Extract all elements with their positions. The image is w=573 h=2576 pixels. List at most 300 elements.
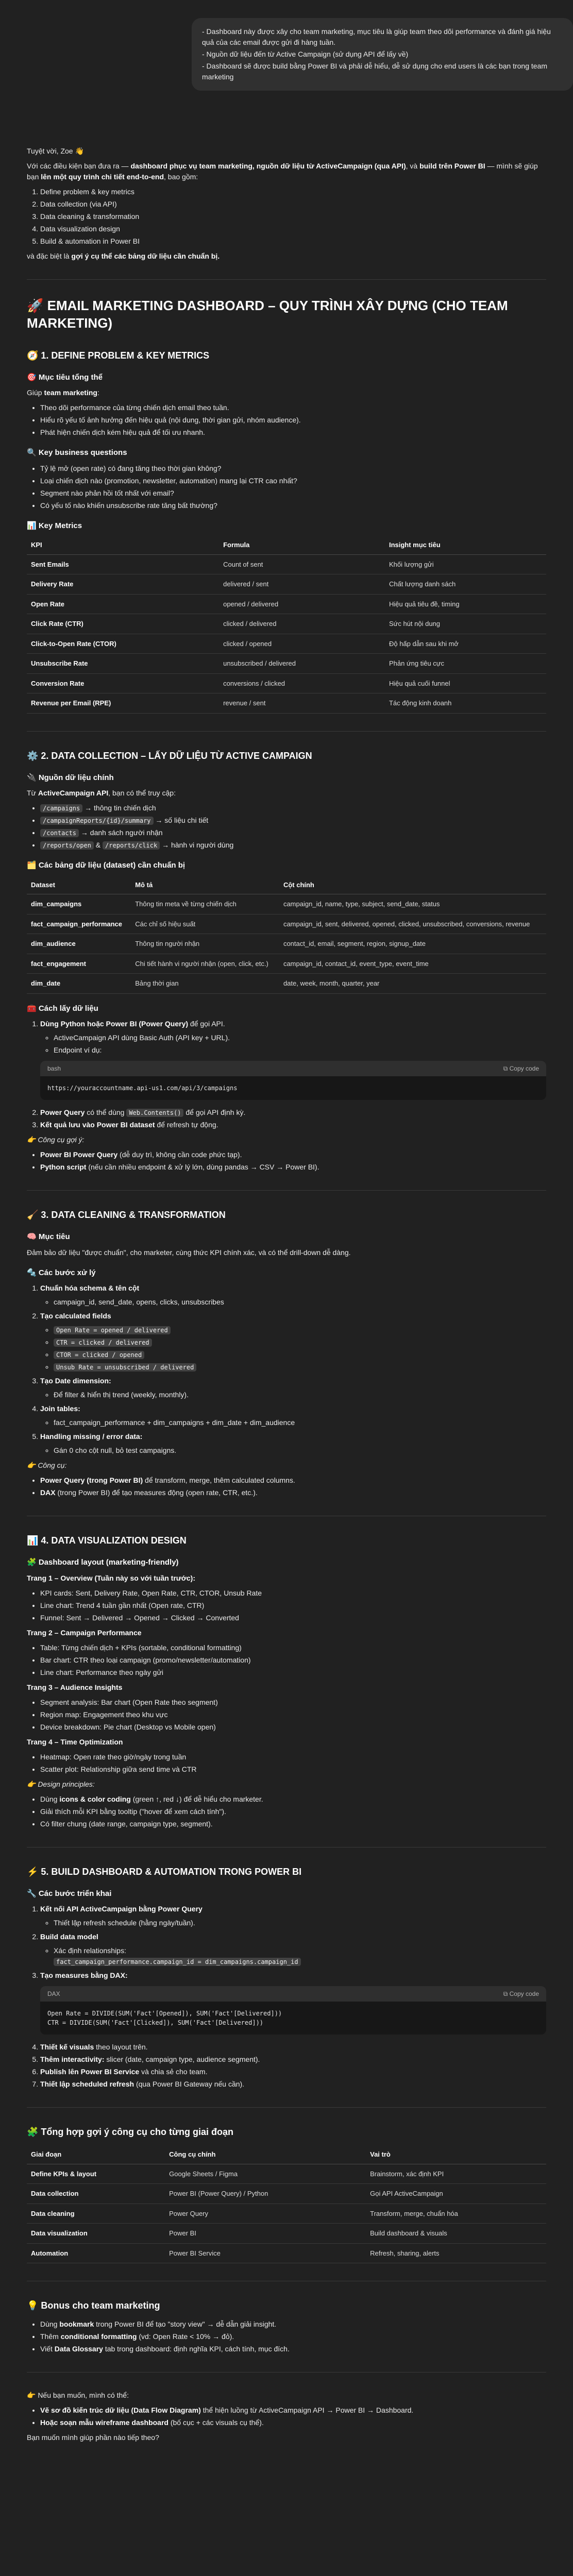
table-row xyxy=(27,914,546,934)
list-item xyxy=(40,1487,546,1498)
table-row xyxy=(27,693,546,714)
list-item: ◦ fact_campaign_performance + dim_campaigns + dim_date + dim_audience xyxy=(54,1417,546,1428)
sub-list xyxy=(40,1325,546,1372)
section-heading: 🧩 Tổng hợp gợi ý công cụ cho từng giai đoạn xyxy=(27,2127,234,2138)
text-bold: Trang 2 – Campaign Performance xyxy=(27,1628,142,1637)
table-row xyxy=(27,954,546,974)
copy-code-label: Copy code xyxy=(509,1990,539,1998)
copy-icon: ⧉ xyxy=(503,1065,510,1073)
text: theo layout trên. xyxy=(94,2043,148,2052)
table-cell: clicked / opened xyxy=(219,634,385,654)
text: : xyxy=(97,388,99,397)
list-item: • Table: Từng chiến dịch + KPIs (sortable, conditional formatting) xyxy=(40,1642,546,1653)
text-bold: Power Query xyxy=(40,1108,85,1117)
text-bold: Thêm interactivity: xyxy=(40,2055,105,2064)
text: , bạn có thể truy cập: xyxy=(108,789,176,798)
table-cell: dim_campaigns xyxy=(27,894,131,914)
text-bold: Tạo measures bằng DAX: xyxy=(40,1971,128,1980)
text-bold: Kết quả lưu vào Power BI dataset xyxy=(40,1121,155,1129)
table-cell: date, week, month, quarter, year xyxy=(279,974,546,994)
subheading: 🗂️ Các bảng dữ liệu (dataset) cần chuẩn bị xyxy=(27,861,186,870)
text-bold: Trang 4 – Time Optimization xyxy=(27,1737,123,1746)
text: Giải thích mỗi KPI bằng tooltip ("hover để xem cách tính"). xyxy=(40,1807,226,1816)
table-row xyxy=(27,654,546,674)
inline-code: CTR = clicked / delivered xyxy=(54,1338,152,1347)
text: (dễ duy trì, không cần code phức tạp). xyxy=(117,1150,242,1159)
code-language: bash xyxy=(47,1065,61,1073)
table-cell: Automation xyxy=(27,2243,165,2263)
sub-list xyxy=(40,1445,546,1456)
page-items xyxy=(27,1752,546,1775)
page-items xyxy=(27,1642,546,1678)
text-bold: Vẽ sơ đồ kiến trúc dữ liệu (Data Flow Diagram) xyxy=(40,2406,201,2415)
code-content: Open Rate = DIVIDE(SUM('Fact'[Opened]), SUM('Fact'[Delivered])) CTR = DIVIDE(SUM('Fact'[Clicked]), SUM('Fact'[Delivered])) xyxy=(47,2010,282,2027)
text: → hành vi người dùng xyxy=(160,841,234,850)
list-item: • Heatmap: Open rate theo giờ/ngày trong tuần xyxy=(40,1752,546,1762)
table-row xyxy=(27,2164,546,2184)
text-bold: icons & color coding xyxy=(59,1794,131,1803)
list-item xyxy=(40,1794,546,1805)
list-item: • Có yếu tố nào khiến unsubscribe rate tăng bất thường? xyxy=(40,500,546,511)
list-item: • Line chart: Trend 4 tuần gần nhất (Open rate, CTR) xyxy=(40,1600,546,1611)
table-header: Giai đoạn xyxy=(27,2145,165,2164)
section-heading: 🧭 1. DEFINE PROBLEM & KEY METRICS xyxy=(27,350,210,361)
list-item xyxy=(40,2054,546,2065)
table-cell: Data visualization xyxy=(27,2224,165,2244)
list-item xyxy=(40,840,546,851)
table-cell: Refresh, sharing, alerts xyxy=(366,2243,546,2263)
table-cell: fact_engagement xyxy=(27,954,131,974)
text-bold: Thiết lập scheduled refresh xyxy=(40,2080,134,2089)
text-bold: team marketing xyxy=(44,388,97,397)
closing-intro: 👉 Nếu bạn muốn, mình có thể: xyxy=(27,2391,129,2400)
text-bold: Tạo calculated fields xyxy=(40,1312,111,1320)
sub-list xyxy=(40,1945,546,1967)
table-cell: revenue / sent xyxy=(219,693,385,714)
text: — mình sẽ giúp bạn xyxy=(27,162,538,181)
text: Viết xyxy=(40,2345,55,2353)
table-cell: Click Rate (CTR) xyxy=(27,614,219,634)
text: Giúp xyxy=(27,388,44,397)
tools-table xyxy=(27,2145,546,2263)
table-cell: Phản ứng tiêu cực xyxy=(385,654,546,674)
code-content: https://youraccountname.api-us1.com/api/3/campaigns xyxy=(47,1084,238,1092)
text-bold: ActiveCampaign API xyxy=(38,789,109,798)
text-bold: bookmark xyxy=(59,2320,94,2329)
table-cell: conversions / clicked xyxy=(219,673,385,693)
table-cell: Các chỉ số hiệu suất xyxy=(131,914,279,934)
subheading: 🧰 Cách lấy dữ liệu xyxy=(27,1004,98,1013)
list-item: 5. Build & automation in Power BI xyxy=(40,236,546,247)
list-item xyxy=(40,2331,546,2342)
list-item xyxy=(40,1107,546,1118)
table-cell: Data cleaning xyxy=(27,2204,165,2224)
table-cell: Power BI xyxy=(165,2224,366,2244)
list-item xyxy=(54,1337,546,1348)
table-cell: Chất lượng danh sách xyxy=(385,574,546,595)
page-title xyxy=(27,1573,546,1584)
list-item xyxy=(54,1349,546,1360)
page-title xyxy=(27,1628,546,1638)
text: tab trong dashboard: định nghĩa KPI, cách tính, mục đích. xyxy=(103,2345,290,2353)
list-item xyxy=(40,2042,546,2053)
text-bold: conditional formatting xyxy=(60,2332,137,2341)
list-item xyxy=(54,1325,546,1335)
endpoint-list xyxy=(27,803,546,851)
table-row xyxy=(27,634,546,654)
text-bold: Trang 3 – Audience Insights xyxy=(27,1683,123,1691)
inline-code: fact_campaign_performance.campaign_id = dim_campaigns.campaign_id xyxy=(54,1958,301,1966)
text: để refresh tự động. xyxy=(155,1121,218,1129)
table-row xyxy=(27,614,546,634)
table-header: Insight mục tiêu xyxy=(385,536,546,554)
subheading: 🔍 Key business questions xyxy=(27,448,127,457)
table-cell: Define KPIs & layout xyxy=(27,2164,165,2184)
list-item: • Region map: Engagement theo khu vực xyxy=(40,1709,546,1720)
paragraph xyxy=(27,788,546,799)
text-bold: Kết nối API ActiveCampaign bằng Power Query xyxy=(40,1905,203,1913)
divider xyxy=(27,2107,546,2108)
table-cell: Gọi API ActiveCampaign xyxy=(366,2184,546,2204)
text: (qua Power BI Gateway nếu cần). xyxy=(134,2080,245,2089)
table-cell: fact_campaign_performance xyxy=(27,914,131,934)
text-bold: build trên Power BI xyxy=(419,162,485,170)
table-cell: clicked / delivered xyxy=(219,614,385,634)
table-row xyxy=(27,2184,546,2204)
code-block xyxy=(40,1061,546,1100)
text-bold: Handling missing / error data: xyxy=(40,1432,143,1441)
list-item: ◦ Thiết lập refresh schedule (hằng ngày/tuần). xyxy=(54,1918,546,1928)
intro-paragraph xyxy=(27,161,546,182)
list-item xyxy=(40,1819,546,1829)
list-item xyxy=(40,1970,546,2035)
section-heading: ⚡ 5. BUILD DASHBOARD & AUTOMATION TRONG POWER BI xyxy=(27,1866,302,1877)
list-item xyxy=(40,1475,546,1486)
table-row xyxy=(27,554,546,574)
code-header xyxy=(40,1986,546,2002)
list-item xyxy=(40,803,546,814)
text: trong Power BI để tạo "story view" → dễ dẫn giải insight. xyxy=(94,2320,277,2329)
text-bold: Power BI Power Query xyxy=(40,1150,118,1159)
copy-code-label: Copy code xyxy=(509,1065,539,1073)
list-item xyxy=(40,1149,546,1160)
table-cell: Data collection xyxy=(27,2184,165,2204)
text-bold: Dùng Python hoặc Power BI (Power Query) xyxy=(40,1020,189,1028)
user-message-line: - Dashboard này được xây cho team marketing, mục tiêu là giúp team theo dõi performance và đánh giá hiệu quả của các email được gửi đi hàng tuần. xyxy=(202,27,551,46)
table-cell: campaign_id, name, type, subject, send_date, status xyxy=(279,894,546,914)
subheading: 🔧 Các bước triển khai xyxy=(27,1889,112,1898)
text-bold: Build data model xyxy=(40,1933,98,1941)
user-message-bubble xyxy=(192,18,573,91)
list-item xyxy=(40,1904,546,1928)
dataset-table xyxy=(27,876,546,994)
text: Thêm xyxy=(40,2332,61,2341)
table-cell: Brainstorm, xác định KPI xyxy=(366,2164,546,2184)
table-header: Cột chính xyxy=(279,876,546,894)
table-cell: contact_id, email, segment, region, signup_date xyxy=(279,934,546,954)
list-item xyxy=(40,2344,546,2354)
tip-list xyxy=(27,1149,546,1173)
text-bold: Chuẩn hóa schema & tên cột xyxy=(40,1284,140,1293)
list-item xyxy=(54,1362,546,1372)
question-list xyxy=(27,463,546,511)
section-heading: 🧹 3. DATA CLEANING & TRANSFORMATION xyxy=(27,1210,226,1221)
text-bold: Data Glossary xyxy=(54,2345,103,2353)
text: thể hiện luồng từ ActiveCampaign API → Power BI → Dashboard. xyxy=(200,2406,414,2415)
sub-list xyxy=(40,1417,546,1428)
list-item: • Line chart: Performance theo ngày gửi xyxy=(40,1667,546,1678)
list-item xyxy=(40,815,546,826)
table-row xyxy=(27,574,546,595)
howto-list xyxy=(27,1019,546,1130)
subheading: 🔩 Các bước xử lý xyxy=(27,1268,96,1277)
cleaning-steps xyxy=(27,1283,546,1456)
closing-question: Bạn muốn mình giúp phần nào tiếp theo? xyxy=(27,2433,159,2442)
list-item xyxy=(40,2079,546,2090)
inline-code: /reports/open xyxy=(40,841,94,850)
text: → thông tin chiến dịch xyxy=(82,804,156,812)
assistant-response xyxy=(0,142,573,2447)
table-cell: Open Rate xyxy=(27,594,219,614)
list-item: • KPI cards: Sent, Delivery Rate, Open Rate, CTR, CTOR, Unsub Rate xyxy=(40,1588,546,1599)
user-message-line: - Nguồn dữ liệu đến từ Active Campaign (sử dụng API để lấy về) xyxy=(202,50,409,58)
list-item xyxy=(40,1019,546,1100)
table-cell: Power Query xyxy=(165,2204,366,2224)
text: Với các điều kiện bạn đưa ra — xyxy=(27,162,131,170)
divider xyxy=(27,731,546,732)
text-bold: Python script xyxy=(40,1163,87,1172)
table-cell: Hiệu quả tiêu đề, timing xyxy=(385,594,546,614)
inline-code: /reports/click xyxy=(103,841,160,850)
list-item xyxy=(40,1283,546,1308)
list-item xyxy=(40,2417,546,2428)
table-cell: Click-to-Open Rate (CTOR) xyxy=(27,634,219,654)
table-row xyxy=(27,934,546,954)
table-header: Vai trò xyxy=(366,2145,546,2164)
metrics-table xyxy=(27,536,546,714)
text: & xyxy=(93,841,103,850)
list-item: • Loại chiến dịch nào (promotion, newsletter, automation) mang lại CTR cao nhất? xyxy=(40,476,546,486)
tool-label: 👉 Công cụ: xyxy=(27,1461,67,1470)
text-bold: dashboard phục vụ team marketing, nguồn dữ liệu từ ActiveCampaign (qua API) xyxy=(130,162,406,170)
sub-list xyxy=(40,1297,546,1308)
list-item xyxy=(40,2066,546,2077)
table-header: KPI xyxy=(27,536,219,554)
bonus-list xyxy=(27,2319,546,2354)
text-bold: Tạo Date dimension: xyxy=(40,1377,111,1385)
response-title: 🚀 EMAIL MARKETING DASHBOARD – QUY TRÌNH XÂY DỰNG (CHO TEAM MARKETING) xyxy=(27,298,508,331)
table-cell: Khối lượng gửi xyxy=(385,554,546,574)
text: để gọi API định kỳ. xyxy=(183,1108,246,1117)
divider xyxy=(27,1847,546,1848)
list-item xyxy=(40,1162,546,1173)
copy-icon: ⧉ xyxy=(503,1990,510,1998)
table-cell: campaign_id, contact_id, event_type, event_time xyxy=(279,954,546,974)
greeting: Tuyệt vời, Zoe 👋 xyxy=(27,147,84,155)
subheading: 📊 Key Metrics xyxy=(27,521,82,530)
inline-code: /campaignReports/{id}/summary xyxy=(40,817,154,825)
page-title xyxy=(27,1682,546,1693)
inline-code: /campaigns xyxy=(40,804,82,812)
inline-code: Web.Contents() xyxy=(126,1109,183,1117)
design-label: 👉 Design principles: xyxy=(27,1780,95,1788)
table-cell: campaign_id, sent, delivered, opened, clicked, unsubscribed, conversions, revenue xyxy=(279,914,546,934)
table-row xyxy=(27,894,546,914)
inline-code: /contacts xyxy=(40,829,79,837)
paragraph xyxy=(27,387,546,398)
list-item xyxy=(40,827,546,838)
text: (bố cục + các visuals cụ thể). xyxy=(168,2418,264,2427)
table-cell: Chi tiết hành vi người nhận (open, click, etc.) xyxy=(131,954,279,974)
text: Xác định relationships: xyxy=(54,1946,126,1955)
list-item xyxy=(40,1403,546,1428)
table-cell: Count of sent xyxy=(219,554,385,574)
table-cell: Google Sheets / Figma xyxy=(165,2164,366,2184)
list-item: 1. Define problem & key metrics xyxy=(40,187,546,197)
text-bold: Hoặc soạn mẫu wireframe dashboard xyxy=(40,2418,168,2427)
page-items xyxy=(27,1697,546,1733)
subheading: 🔌 Nguồn dữ liệu chính xyxy=(27,773,114,782)
build-steps xyxy=(27,1904,546,2090)
table-cell: Revenue per Email (RPE) xyxy=(27,693,219,714)
table-cell: Hiệu quả cuối funnel xyxy=(385,673,546,693)
text: (nếu cần nhiều endpoint & xử lý lớn, dùng pandas → CSV → Power BI). xyxy=(86,1163,319,1172)
table-cell: Power BI Service xyxy=(165,2243,366,2263)
list-item: ◦ Endpoint ví dụ: xyxy=(54,1045,546,1056)
table-row xyxy=(27,974,546,994)
code-language: DAX xyxy=(47,1990,60,1998)
text: , bao gồm: xyxy=(164,173,198,181)
text: Dùng xyxy=(40,2320,60,2329)
text: → số liệu chi tiết xyxy=(153,816,209,825)
table-cell: Transform, merge, chuẩn hóa xyxy=(366,2204,546,2224)
section-heading: 📊 4. DATA VISUALIZATION DESIGN xyxy=(27,1535,187,1546)
table-cell: Tác động kinh doanh xyxy=(385,693,546,714)
text-bold: Join tables: xyxy=(40,1404,80,1413)
text: → danh sách người nhận xyxy=(79,828,163,837)
table-cell: Power BI (Power Query) / Python xyxy=(165,2184,366,2204)
text: Có filter chung (date range, campaign type, segment). xyxy=(40,1819,213,1828)
table-cell: Thông tin meta về từng chiến dịch xyxy=(131,894,279,914)
list-item xyxy=(40,1311,546,1372)
paragraph: Đảm bảo dữ liệu "được chuẩn", cho marketer, cùng thức KPI chính xác, và có thể drill-down dễ dàng. xyxy=(27,1248,351,1257)
copy-code-button[interactable] xyxy=(503,1989,539,1998)
list-item: ◦ Để filter & hiển thị trend (weekly, monthly). xyxy=(54,1389,546,1400)
page-items xyxy=(27,1588,546,1623)
inline-code: Open Rate = opened / delivered xyxy=(54,1326,171,1334)
list-item xyxy=(40,2405,546,2416)
closing-list xyxy=(27,2405,546,2428)
table-cell: Thông tin người nhận xyxy=(131,934,279,954)
list-item: • Hiểu rõ yếu tố ảnh hưởng đến hiệu quả (nội dung, thời gian gửi, nhóm audience). xyxy=(40,415,546,426)
text: (trong Power BI) để tạo measures động (open rate, CTR, etc.). xyxy=(55,1488,258,1497)
copy-code-button[interactable] xyxy=(503,1064,539,1073)
list-item: • Funnel: Sent → Delivered → Opened → Clicked → Converted xyxy=(40,1613,546,1623)
list-item: • Segment analysis: Bar chart (Open Rate theo segment) xyxy=(40,1697,546,1708)
list-item: ◦ ActiveCampaign API dùng Basic Auth (API key + URL). xyxy=(54,1032,546,1043)
table-header: Dataset xyxy=(27,876,131,894)
table-header: Formula xyxy=(219,536,385,554)
tip-label: 👉 Công cụ gợi ý: xyxy=(27,1136,85,1144)
list-item: • Device breakdown: Pie chart (Desktop vs Mobile open) xyxy=(40,1722,546,1733)
list-item: • Phát hiện chiến dịch kém hiệu quả để tối ưu nhanh. xyxy=(40,427,546,438)
table-cell: Bảng thời gian xyxy=(131,974,279,994)
table-cell: Sức hút nội dung xyxy=(385,614,546,634)
list-item xyxy=(40,2319,546,2330)
text: có thể dùng xyxy=(85,1108,127,1117)
list-item: • Tỷ lệ mở (open rate) có đang tăng theo thời gian không? xyxy=(40,463,546,474)
sub-list xyxy=(40,1918,546,1928)
intro-steps xyxy=(27,187,546,247)
text: (vd: Open Rate < 10% → đỏ). xyxy=(137,2332,234,2341)
page-title xyxy=(27,1737,546,1748)
tool-list xyxy=(27,1475,546,1498)
text: Dùng xyxy=(40,1794,60,1803)
text: và chia sẻ cho team. xyxy=(139,2067,208,2076)
text: , và xyxy=(406,162,420,170)
table-cell: dim_date xyxy=(27,974,131,994)
text: (green ↑, red ↓) để dễ hiểu cho marketer. xyxy=(130,1794,263,1803)
table-cell: dim_audience xyxy=(27,934,131,954)
table-cell: Build dashboard & visuals xyxy=(366,2224,546,2244)
text-bold: lên một quy trình chi tiết end-to-end xyxy=(41,173,164,181)
list-item xyxy=(40,1806,546,1817)
list-item xyxy=(54,1945,546,1967)
sub-list xyxy=(40,1389,546,1400)
text-bold: Trang 1 – Overview (Tuần này so với tuần trước): xyxy=(27,1573,195,1582)
table-row xyxy=(27,2243,546,2263)
list-item xyxy=(40,1431,546,1456)
table-cell: Unsubscribe Rate xyxy=(27,654,219,674)
text: và đặc biệt là xyxy=(27,252,72,260)
text: để gọi API. xyxy=(188,1020,225,1028)
code-header xyxy=(40,1061,546,1076)
list-item: ◦ campaign_id, send_date, opens, clicks, unsubscribes xyxy=(54,1297,546,1308)
list-item: 3. Data cleaning & transformation xyxy=(40,211,546,222)
table-cell: opened / delivered xyxy=(219,594,385,614)
list-item: • Scatter plot: Relationship giữa send time và CTR xyxy=(40,1764,546,1775)
subheading: 🧩 Dashboard layout (marketing-friendly) xyxy=(27,1558,179,1567)
section-heading: 💡 Bonus cho team marketing xyxy=(27,2300,160,2311)
design-list xyxy=(27,1794,546,1829)
text-bold: gợi ý cụ thể các bảng dữ liệu cần chuẩn bị. xyxy=(71,252,220,260)
list-item: • Segment nào phản hồi tốt nhất với email? xyxy=(40,488,546,499)
text: Từ xyxy=(27,789,38,798)
divider xyxy=(27,279,546,280)
table-row xyxy=(27,2204,546,2224)
table-cell: Delivery Rate xyxy=(27,574,219,595)
code-block xyxy=(40,1986,546,2035)
inline-code: Unsub Rate = unsubscribed / delivered xyxy=(54,1363,196,1371)
divider xyxy=(27,1190,546,1191)
intro-outro xyxy=(27,251,546,262)
goal-list xyxy=(27,402,546,438)
text-bold: Power Query (trong Power BI) xyxy=(40,1476,143,1485)
table-row xyxy=(27,594,546,614)
table-row xyxy=(27,2224,546,2244)
text: để transform, merge, thêm calculated columns. xyxy=(143,1476,295,1485)
section-heading: ⚙️ 2. DATA COLLECTION – LẤY DỮ LIỆU TỪ ACTIVE CAMPAIGN xyxy=(27,750,312,761)
table-header: Công cụ chính xyxy=(165,2145,366,2164)
table-row xyxy=(27,673,546,693)
list-item xyxy=(40,1931,546,1967)
user-message-line: - Dashboard sẽ được build bằng Power BI và phải dễ hiểu, dễ sử dụng cho end users là các bạn trong team marketing xyxy=(202,62,547,81)
list-item: 4. Data visualization design xyxy=(40,224,546,234)
text-bold: DAX xyxy=(40,1488,56,1497)
text-bold: Publish lên Power BI Service xyxy=(40,2067,140,2076)
text: slicer (date, campaign type, audience segment). xyxy=(104,2055,260,2064)
table-header: Mô tả xyxy=(131,876,279,894)
